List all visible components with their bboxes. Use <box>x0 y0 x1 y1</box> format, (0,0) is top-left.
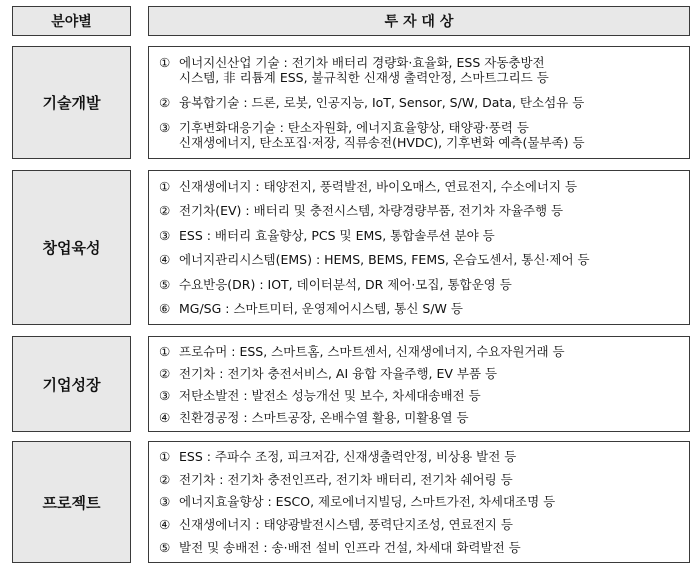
item-text: 신재생에너지 : 태양전지, 풍력발전, 바이오매스, 연료전지, 수소에너지 등 <box>179 178 578 194</box>
item-text: 에너지신산업 기술 : 전기차 배터리 경량화·효율화, ESS 자동충방전 시스템, 非 리튬계 ESS, 불규칙한 신재생 출력안정, 스마트그리드 등 <box>179 55 549 85</box>
content-cell-project <box>148 441 690 563</box>
list-item <box>159 95 685 110</box>
item-text: 전기차(EV) : 배터리 및 충전시스템, 차량경량부품, 전기차 자율주행 등 <box>179 203 564 219</box>
category-cell-growth <box>12 336 131 432</box>
item-number: ④ <box>159 517 171 533</box>
list-item <box>159 388 685 403</box>
list-item <box>159 55 685 85</box>
item-text: MG/SG : 스마트미터, 운영제어시스템, 통신 S/W 등 <box>179 301 463 317</box>
category-cell-tech <box>12 46 131 159</box>
header-target-label: 투 자 대 상 <box>384 14 454 30</box>
item-number: ② <box>159 203 171 219</box>
item-text: 융복합기술 : 드론, 로봇, 인공지능, IoT, Sensor, S/W, Data, 탄소섬유 등 <box>179 95 585 110</box>
item-number: ③ <box>159 494 171 510</box>
list-item <box>159 366 685 381</box>
list-item <box>159 449 685 464</box>
item-number: ① <box>159 448 171 464</box>
list-item <box>159 472 685 487</box>
category-cell-startup <box>12 170 131 325</box>
item-text: 전기차 : 전기차 충전서비스, AI 융합 자율주행, EV 부품 등 <box>179 365 498 381</box>
list-item <box>159 203 685 218</box>
item-number: ④ <box>159 409 171 425</box>
item-text: 발전 및 송배전 : 송·배전 설비 인프라 건설, 차세대 화력발전 등 <box>179 540 521 556</box>
category-cell-project <box>12 441 131 563</box>
item-text: 에너지효율향상 : ESCO, 제로에너지빌딩, 스마트가전, 차세대조명 등 <box>179 494 556 510</box>
item-number: ④ <box>159 252 171 268</box>
content-cell-tech <box>148 46 690 159</box>
item-number: ⑤ <box>159 540 171 556</box>
category-label: 창업육성 <box>42 239 101 257</box>
item-number: ⑥ <box>159 301 171 317</box>
item-text: 신재생에너지 : 태양광발전시스템, 풍력단지조성, 연료전지 등 <box>179 517 513 533</box>
list-item <box>159 344 685 359</box>
header-category-cell <box>12 6 131 36</box>
list-item <box>159 252 685 267</box>
item-number: ⑤ <box>159 276 171 292</box>
list-item <box>159 120 685 150</box>
item-number: ② <box>159 471 171 487</box>
item-number: ③ <box>159 227 171 243</box>
content-cell-startup <box>148 170 690 325</box>
item-number: ② <box>159 365 171 381</box>
item-text: ESS : 주파수 조정, 피크저감, 신재생출력안정, 비상용 발전 등 <box>179 448 517 464</box>
category-label: 기술개발 <box>42 94 101 112</box>
list-item <box>159 179 685 194</box>
item-text: 프로슈머 : ESS, 스마트홈, 스마트센서, 신재생에너지, 수요자원거래 등 <box>179 343 565 359</box>
item-text: 수요반응(DR) : IOT, 데이터분석, DR 제어·모집, 통합운영 등 <box>179 276 512 292</box>
item-text: 기후변화대응기술 : 탄소자원화, 에너지효율향상, 태양광·풍력 등 신재생에너지, 탄소포집·저장, 직류송전(HVDC), 기후변화 예측(물부족) 등 <box>179 120 585 150</box>
header-target-cell <box>148 6 690 36</box>
list-item <box>159 301 685 316</box>
item-number: ① <box>159 55 171 70</box>
item-text: 친환경공정 : 스마트공장, 온배수열 활용, 미활용열 등 <box>179 409 469 425</box>
item-number: ① <box>159 178 171 194</box>
item-text: 에너지관리시스템(EMS) : HEMS, BEMS, FEMS, 온습도센서, 통신·제어 등 <box>179 252 590 268</box>
header-category-label: 분야별 <box>51 14 92 30</box>
item-text: 저탄소발전 : 발전소 성능개선 및 보수, 차세대송배전 등 <box>179 387 481 403</box>
item-text: 전기차 : 전기차 충전인프라, 전기차 배터리, 전기차 쉐어링 등 <box>179 471 513 487</box>
list-item <box>159 540 685 555</box>
category-label: 프로젝트 <box>42 493 101 512</box>
item-number: ① <box>159 343 171 359</box>
list-item <box>159 228 685 243</box>
item-number: ③ <box>159 387 171 403</box>
list-item <box>159 410 685 425</box>
list-item <box>159 277 685 292</box>
item-text: ESS : 배터리 효율향상, PCS 및 EMS, 통합솔루션 분야 등 <box>179 227 495 243</box>
content-cell-growth <box>148 336 690 432</box>
item-number: ③ <box>159 120 171 135</box>
category-label: 기업성장 <box>42 375 101 394</box>
item-number: ② <box>159 95 171 110</box>
list-item <box>159 494 685 509</box>
list-item <box>159 517 685 532</box>
